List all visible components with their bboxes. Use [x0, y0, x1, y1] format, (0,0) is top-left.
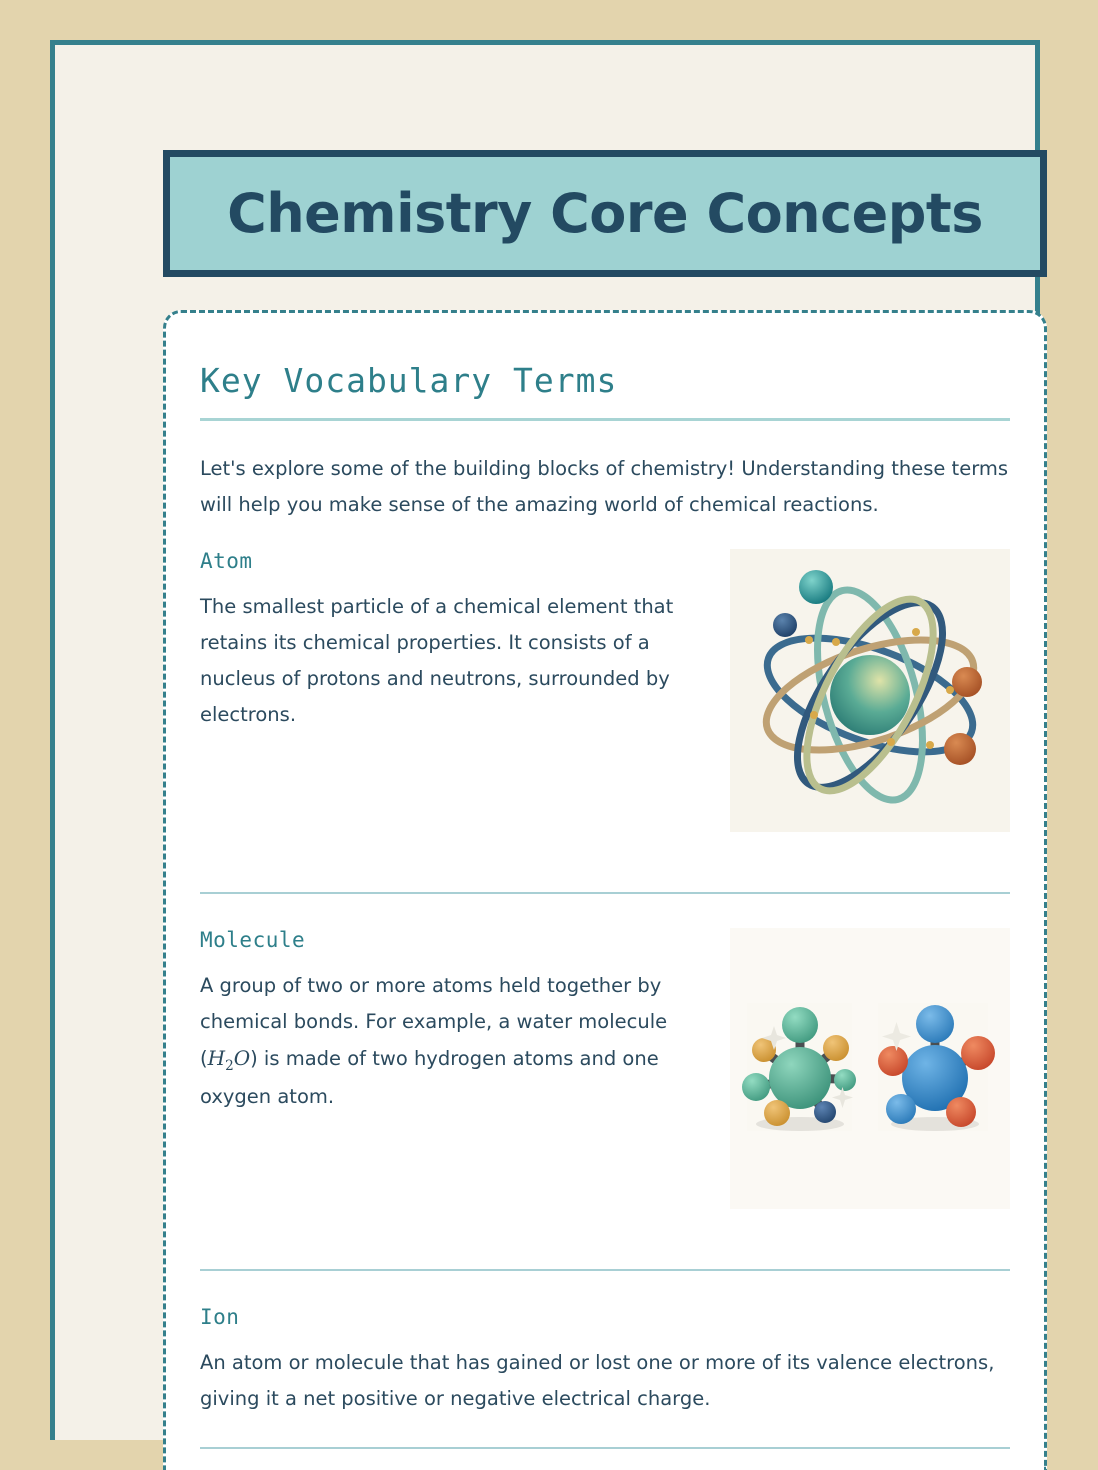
math-base: H	[207, 1046, 226, 1071]
page-title: Chemistry Core Concepts	[227, 181, 983, 245]
spacer	[200, 894, 1010, 928]
term-text-column	[200, 549, 708, 733]
term-description: The smallest particle of a chemical element that retains its chemical properties. It consists of a nucleus of protons and neutrons, surrounded by electrons.	[200, 595, 674, 727]
header-banner	[163, 150, 1047, 277]
term-title: Ion	[200, 1305, 240, 1330]
spacer	[200, 1209, 1010, 1269]
math-subscript: 2	[225, 1058, 234, 1075]
spacer	[200, 1271, 1010, 1305]
atom-illustration	[730, 549, 1010, 832]
term-description: An atom or molecule that has gained or lost one or more of its valence electrons, giving it a net positive or negative electrical charge.	[200, 1351, 995, 1411]
term-description	[200, 968, 708, 1115]
molecule-diagram-icon	[730, 928, 1010, 1209]
term-title: Atom	[200, 549, 253, 574]
section-heading: Key Vocabulary Terms	[200, 361, 618, 400]
term-entry-ion	[200, 1305, 1010, 1417]
term-text-column	[200, 928, 708, 1115]
vocabulary-card	[163, 310, 1047, 1470]
molecule-illustration	[730, 928, 1010, 1209]
term-entry-molecule	[200, 928, 1010, 1209]
term-title: Molecule	[200, 928, 306, 953]
term-divider	[200, 1447, 1010, 1449]
term-entry-atom	[200, 549, 1010, 832]
spacer	[200, 832, 1010, 892]
heading-rule	[200, 418, 1010, 421]
spacer	[200, 1417, 1010, 1447]
math-formula-h2o	[207, 1046, 251, 1075]
term-description-part-2: ) is made of two hydrogen atoms and one oxygen atom.	[200, 1047, 659, 1109]
term-text-column	[200, 1305, 1010, 1417]
math-tail: O	[233, 1046, 251, 1071]
page-frame	[50, 40, 1040, 1440]
intro-paragraph: Let's explore some of the building blocks of chemistry! Understanding these terms will help you make sense of the amazing world of chemical reactions.	[200, 457, 1009, 517]
atom-diagram-icon	[730, 549, 1010, 832]
term-description-part-1: A group of two or more atoms held together by chemical bonds. For example, a water molecule (	[200, 974, 668, 1071]
